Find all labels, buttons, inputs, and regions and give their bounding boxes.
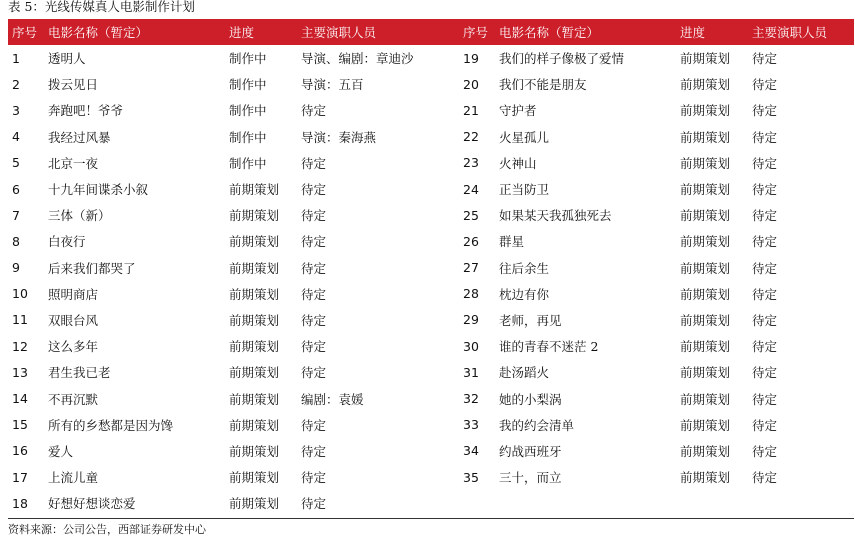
- table-title: 表 5：光线传媒真人电影制作计划: [8, 0, 195, 14]
- cell-right-staff: 待定: [752, 77, 778, 93]
- cell-right-name: [495, 490, 676, 516]
- table-bottom-rule: [8, 518, 854, 519]
- cell-right-name: 我的约会清单: [499, 417, 575, 433]
- cell-right-staff: 待定: [752, 51, 778, 67]
- cell-left-no: 3: [12, 102, 20, 118]
- cell-right-staff: 待定: [752, 129, 778, 145]
- cell-right-progress: 前期策划: [680, 286, 731, 302]
- cell-right-no: 34: [463, 443, 479, 459]
- cell-left-name: 拨云见日: [48, 77, 99, 93]
- cell-left-name: 君生我已老: [48, 365, 111, 381]
- cell-left-no: 10: [12, 286, 28, 302]
- cell-right-no: 21: [463, 102, 479, 118]
- cell-right-no: 35: [463, 469, 479, 485]
- cell-right-no: 22: [463, 129, 479, 145]
- cell-right-no: 32: [463, 391, 479, 407]
- table-row: [8, 490, 854, 516]
- cell-left-name: 双眼台风: [48, 312, 99, 328]
- header-no-right: 序号: [459, 19, 495, 45]
- cell-left-staff: 待定: [301, 470, 327, 486]
- cell-right-progress: 前期策划: [680, 77, 731, 93]
- cell-right-progress: 前期策划: [680, 208, 731, 224]
- cell-left-name: 后来我们都哭了: [48, 260, 136, 276]
- cell-right-no: 23: [463, 155, 479, 171]
- cell-left-name: 透明人: [48, 51, 86, 67]
- cell-left-no: 2: [12, 76, 20, 92]
- cell-right-progress: 前期策划: [680, 129, 731, 145]
- cell-left-no: 5: [12, 155, 20, 171]
- cell-left-progress: 前期策划: [229, 312, 280, 328]
- cell-left-name: 北京一夜: [48, 155, 99, 171]
- cell-left-progress: 前期策划: [229, 496, 280, 512]
- cell-right-progress: 前期策划: [680, 339, 731, 355]
- source-note: 资料来源：公司公告，西部证券研发中心: [8, 523, 206, 536]
- cell-right-no: 31: [463, 364, 479, 380]
- cell-right-name: 老师，再见: [499, 312, 562, 328]
- table-row: [8, 228, 854, 254]
- cell-left-no: 4: [12, 129, 20, 145]
- cell-right-staff: 待定: [752, 417, 778, 433]
- header-name-left: 电影名称（暂定）: [44, 19, 225, 45]
- cell-left-no: 1: [12, 50, 20, 66]
- cell-right-staff: 待定: [752, 208, 778, 224]
- cell-left-staff: 待定: [301, 260, 327, 276]
- cell-right-staff: 待定: [752, 339, 778, 355]
- cell-right-name: 谁的青春不迷茫 2: [499, 339, 599, 355]
- cell-right-staff: 待定: [752, 286, 778, 302]
- cell-left-no: 8: [12, 233, 20, 249]
- table-row: [8, 464, 854, 490]
- table-row: [8, 438, 854, 464]
- cell-right-progress: 前期策划: [680, 417, 731, 433]
- cell-right-name: 往后余生: [499, 260, 550, 276]
- cell-left-staff: 待定: [301, 182, 327, 198]
- cell-right-progress: 前期策划: [680, 365, 731, 381]
- table-header-row: [8, 19, 854, 45]
- cell-left-staff: 待定: [301, 496, 327, 512]
- cell-right-staff: 待定: [752, 260, 778, 276]
- cell-left-staff: 待定: [301, 365, 327, 381]
- cell-left-staff: 导演、编剧：章迪沙: [301, 51, 414, 67]
- cell-left-progress: 前期策划: [229, 208, 280, 224]
- cell-left-name: 爱人: [48, 443, 74, 459]
- cell-right-name: 赴汤蹈火: [499, 365, 550, 381]
- cell-left-staff: 待定: [301, 443, 327, 459]
- film-plan-table: [8, 19, 854, 516]
- header-no-left: 序号: [8, 19, 44, 45]
- cell-right-progress: 前期策划: [680, 155, 731, 171]
- cell-right-progress: 前期策划: [680, 51, 731, 67]
- cell-right-progress: 前期策划: [680, 103, 731, 119]
- cell-right-no: 28: [463, 286, 479, 302]
- cell-right-progress: 前期策划: [680, 312, 731, 328]
- cell-left-no: 9: [12, 260, 20, 276]
- cell-left-name: 我经过风暴: [48, 129, 111, 145]
- cell-right-no: 25: [463, 207, 479, 223]
- cell-right-progress: 前期策划: [680, 260, 731, 276]
- cell-left-name: 上流儿童: [48, 470, 99, 486]
- cell-right-name: 我们的样子像极了爱情: [499, 51, 625, 67]
- cell-right-staff: 待定: [752, 443, 778, 459]
- cell-right-name: 火星孤儿: [499, 129, 550, 145]
- table-row: [8, 281, 854, 307]
- header-staff-left: 主要演职人员: [297, 19, 459, 45]
- table-row: [8, 124, 854, 150]
- cell-left-no: 14: [12, 391, 28, 407]
- cell-right-no: 20: [463, 76, 479, 92]
- cell-right-progress: 前期策划: [680, 234, 731, 250]
- cell-left-staff: 待定: [301, 234, 327, 250]
- cell-right-name: 火神山: [499, 155, 537, 171]
- cell-right-no: 19: [463, 50, 479, 66]
- cell-left-progress: 制作中: [229, 103, 267, 119]
- cell-left-staff: 待定: [301, 417, 327, 433]
- cell-right-progress: 前期策划: [680, 391, 731, 407]
- cell-left-name: 不再沉默: [48, 391, 99, 407]
- cell-left-progress: 前期策划: [229, 260, 280, 276]
- cell-right-name: 枕边有你: [499, 286, 550, 302]
- cell-left-no: 15: [12, 417, 28, 433]
- cell-right-staff: [748, 490, 854, 516]
- cell-left-progress: 前期策划: [229, 470, 280, 486]
- cell-right-progress: 前期策划: [680, 470, 731, 486]
- cell-left-staff: 待定: [301, 312, 327, 328]
- cell-right-staff: 待定: [752, 103, 778, 119]
- cell-left-staff: 待定: [301, 155, 327, 171]
- cell-left-staff: 待定: [301, 103, 327, 119]
- table-row: [8, 176, 854, 202]
- table-row: [8, 333, 854, 359]
- cell-right-staff: 待定: [752, 312, 778, 328]
- table-row: [8, 202, 854, 228]
- cell-left-staff: 待定: [301, 286, 327, 302]
- cell-right-name: 约战西班牙: [499, 443, 562, 459]
- cell-left-name: 好想好想谈恋爱: [48, 496, 136, 512]
- cell-left-progress: 制作中: [229, 155, 267, 171]
- cell-left-name: 奔跑吧！爷爷: [48, 103, 124, 119]
- cell-right-name: 我们不能是朋友: [499, 77, 587, 93]
- cell-right-progress: 前期策划: [680, 182, 731, 198]
- cell-right-progress: [676, 490, 748, 516]
- cell-right-no: 27: [463, 260, 479, 276]
- cell-right-staff: 待定: [752, 234, 778, 250]
- cell-left-progress: 前期策划: [229, 339, 280, 355]
- cell-left-name: 所有的乡愁都是因为馋: [48, 417, 174, 433]
- cell-right-progress: 前期策划: [680, 443, 731, 459]
- cell-left-progress: 制作中: [229, 129, 267, 145]
- cell-left-progress: 前期策划: [229, 443, 280, 459]
- cell-right-no: 33: [463, 417, 479, 433]
- cell-left-no: 7: [12, 207, 20, 223]
- cell-right-name: 群星: [499, 234, 525, 250]
- cell-left-no: 17: [12, 469, 28, 485]
- cell-left-name: 白夜行: [48, 234, 86, 250]
- cell-right-no: 29: [463, 312, 479, 328]
- table-body: [8, 45, 854, 516]
- cell-left-staff: 待定: [301, 339, 327, 355]
- cell-left-no: 16: [12, 443, 28, 459]
- header-progress-left: 进度: [225, 19, 297, 45]
- cell-left-no: 12: [12, 338, 28, 354]
- cell-left-progress: 制作中: [229, 77, 267, 93]
- cell-left-progress: 制作中: [229, 51, 267, 67]
- cell-left-staff: 待定: [301, 208, 327, 224]
- cell-left-name: 这么多年: [48, 339, 99, 355]
- cell-left-progress: 前期策划: [229, 286, 280, 302]
- header-staff-right: 主要演职人员: [748, 19, 854, 45]
- cell-left-progress: 前期策划: [229, 417, 280, 433]
- cell-right-no: 24: [463, 181, 479, 197]
- cell-left-no: 6: [12, 181, 20, 197]
- cell-right-name: 正当防卫: [499, 182, 550, 198]
- cell-left-staff: 导演：五百: [301, 77, 364, 93]
- cell-right-staff: 待定: [752, 155, 778, 171]
- table-row: [8, 307, 854, 333]
- cell-right-no: 26: [463, 233, 479, 249]
- cell-right-name: 她的小梨涡: [499, 391, 562, 407]
- table-row: [8, 412, 854, 438]
- table-row: [8, 255, 854, 281]
- cell-left-progress: 前期策划: [229, 365, 280, 381]
- cell-left-name: 十九年间谍杀小叙: [48, 182, 149, 198]
- cell-left-name: 三体（新）: [48, 208, 111, 224]
- table-row: [8, 97, 854, 123]
- cell-left-no: 18: [12, 495, 28, 511]
- cell-right-no: [459, 490, 495, 516]
- cell-left-no: 11: [12, 312, 28, 328]
- table-row: [8, 45, 854, 71]
- table-row: [8, 359, 854, 385]
- cell-right-staff: 待定: [752, 391, 778, 407]
- cell-left-staff: 导演：秦海燕: [301, 129, 377, 145]
- cell-left-progress: 前期策划: [229, 234, 280, 250]
- table-row: [8, 150, 854, 176]
- table-row: [8, 71, 854, 97]
- cell-left-no: 13: [12, 364, 28, 380]
- cell-right-name: 守护者: [499, 103, 537, 119]
- cell-right-staff: 待定: [752, 365, 778, 381]
- cell-right-name: 三十，而立: [499, 470, 562, 486]
- cell-right-name: 如果某天我孤独死去: [499, 208, 612, 224]
- cell-left-progress: 前期策划: [229, 182, 280, 198]
- header-progress-right: 进度: [676, 19, 748, 45]
- table-row: [8, 385, 854, 411]
- cell-right-staff: 待定: [752, 182, 778, 198]
- header-name-right: 电影名称（暂定）: [495, 19, 676, 45]
- cell-right-no: 30: [463, 338, 479, 354]
- cell-left-staff: 编剧：袁媛: [301, 391, 364, 407]
- cell-left-progress: 前期策划: [229, 391, 280, 407]
- cell-right-staff: 待定: [752, 470, 778, 486]
- cell-left-name: 照明商店: [48, 286, 99, 302]
